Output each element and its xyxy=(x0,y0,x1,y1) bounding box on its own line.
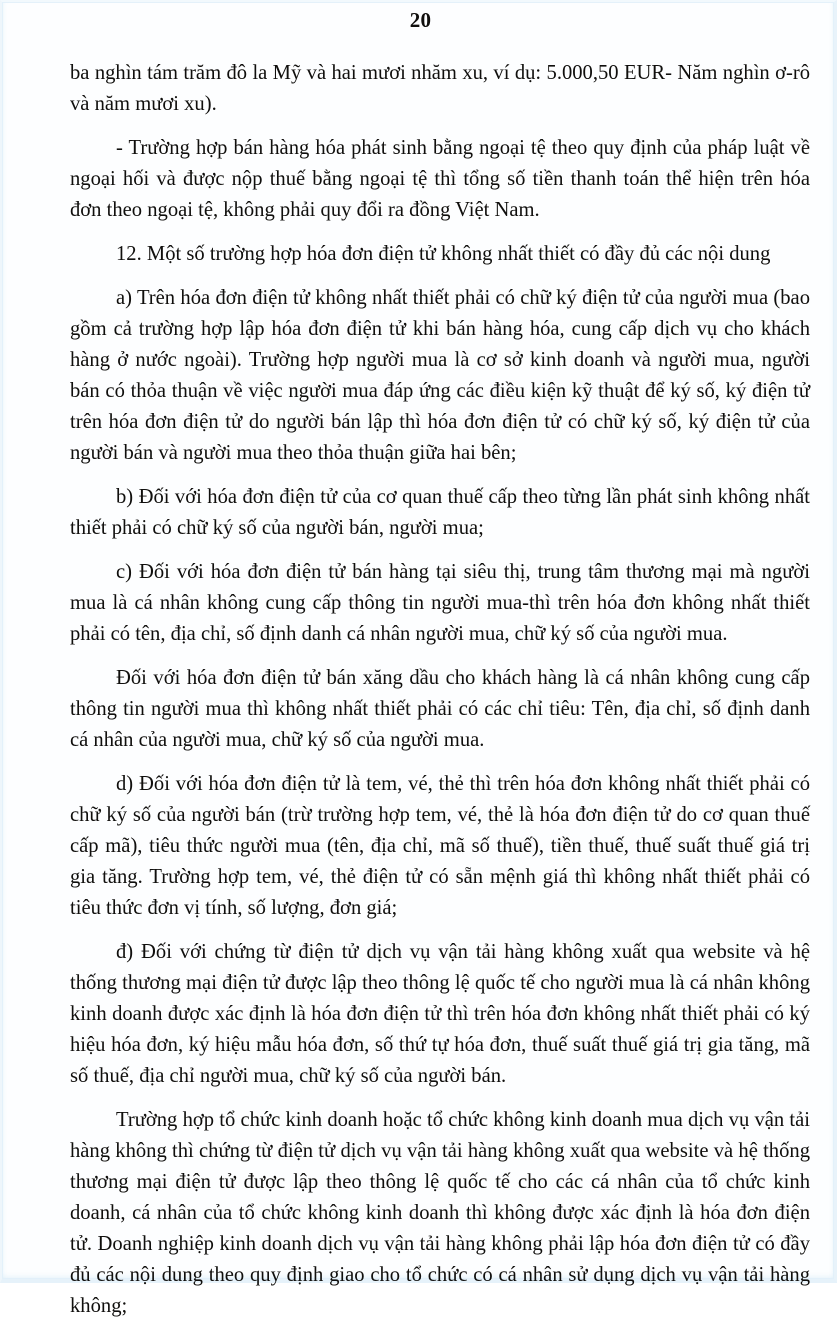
paragraph-item-d: d) Đối với hóa đơn điện tử là tem, vé, thẻ thì trên hóa đơn không nhất thiết phải có chữ ký số của người bán (trừ trường hợp tem, vé, thẻ là hóa đơn điện tử do cơ quan thuế cấp mã), tiêu thức người mua (tên, địa chỉ, mã số thuế), tiền thuế, thuế suất thuế giá trị gia tăng. Trường hợp tem, vé, thẻ điện tử có sẵn mệnh giá thì không nhất thiết phải có tiêu thức đơn vị tính, số lượng, đơn giá; xyxy=(70,773,810,919)
paragraph-amount-in-words: ba nghìn tám trăm đô la Mỹ và hai mươi nhăm xu, ví dụ: 5.000,50 EUR- Năm nghìn ơ-rô và năm mươi xu). xyxy=(70,62,810,115)
paragraph-item-c: c) Đối với hóa đơn điện tử bán hàng tại siêu thị, trung tâm thương mại mà người mua là cá nhân không cung cấp thông tin người mua-thì trên hóa đơn không nhất thiết phải có tên, địa chỉ, số định danh cá nhân người mua, chữ ký số của người mua. xyxy=(70,561,810,645)
paragraph-item-dd: đ) Đối với chứng từ điện tử dịch vụ vận tải hàng không xuất qua website và hệ thống thương mại điện tử được lập theo thông lệ quốc tế cho người mua là cá nhân không kinh doanh được xác định là hóa đơn điện tử thì trên hóa đơn không nhất thiết phải có ký hiệu hóa đơn, ký hiệu mẫu hóa đơn, số thứ tự hóa đơn, thuế suất thuế giá trị gia tăng, mã số thuế, địa chỉ người mua, chữ ký số của người bán. xyxy=(70,941,810,1087)
paragraph-air-transport-organizations: Trường hợp tổ chức kinh doanh hoặc tổ chức không kinh doanh mua dịch vụ vận tải hàng không thì chứng từ điện tử dịch vụ vận tải hàng không xuất qua website và hệ thống thương mại điện tử được lập theo thông lệ quốc tế cho các cá nhân của tổ chức kinh doanh, cá nhân của tổ chức không kinh doanh thì không được xác định là hóa đơn điện tử. Doanh nghiệp kinh doanh dịch vụ vận tải hàng không phải lập hóa đơn điện tử có đầy đủ các nội dung theo quy định giao cho tổ chức có cá nhân sử dụng dịch vụ vận tải hàng không; xyxy=(70,1109,810,1317)
paragraph-item-c-fuel: Đối với hóa đơn điện tử bán xăng dầu cho khách hàng là cá nhân không cung cấp thông tin người mua thì không nhất thiết phải có các chỉ tiêu: Tên, địa chỉ, số định danh cá nhân của người mua, chữ ký số của người mua. xyxy=(70,667,810,751)
paragraph-item-a: a) Trên hóa đơn điện tử không nhất thiết phải có chữ ký điện tử của người mua (bao gồm cả trường hợp lập hóa đơn điện tử khi bán hàng hóa, cung cấp dịch vụ cho khách hàng ở nước ngoài). Trường hợp người mua là cơ sở kinh doanh và người mua, người bán có thỏa thuận về việc người mua đáp ứng các điều kiện kỹ thuật để ký số, ký điện tử trên hóa đơn điện tử do người bán lập thì hóa đơn điện tử có chữ ký số, ký điện tử của người bán và người mua theo thỏa thuận giữa hai bên; xyxy=(70,287,810,464)
paragraph-foreign-currency: - Trường hợp bán hàng hóa phát sinh bằng ngoại tệ theo quy định của pháp luật về ngoại hối và được nộp thuế bằng ngoại tệ thì tổng số tiền thanh toán thể hiện trên hóa đơn theo ngoại tệ, không phải quy đổi ra đồng Việt Nam. xyxy=(70,137,810,221)
document-body xyxy=(70,58,810,1322)
paragraph-item-b: b) Đối với hóa đơn điện tử của cơ quan thuế cấp theo từng lần phát sinh không nhất thiết phải có chữ ký số của người bán, người mua; xyxy=(70,486,810,539)
page-number: 20 xyxy=(409,8,432,32)
paragraph-clause-12-heading: 12. Một số trường hợp hóa đơn điện tử không nhất thiết có đầy đủ các nội dung xyxy=(116,243,771,265)
